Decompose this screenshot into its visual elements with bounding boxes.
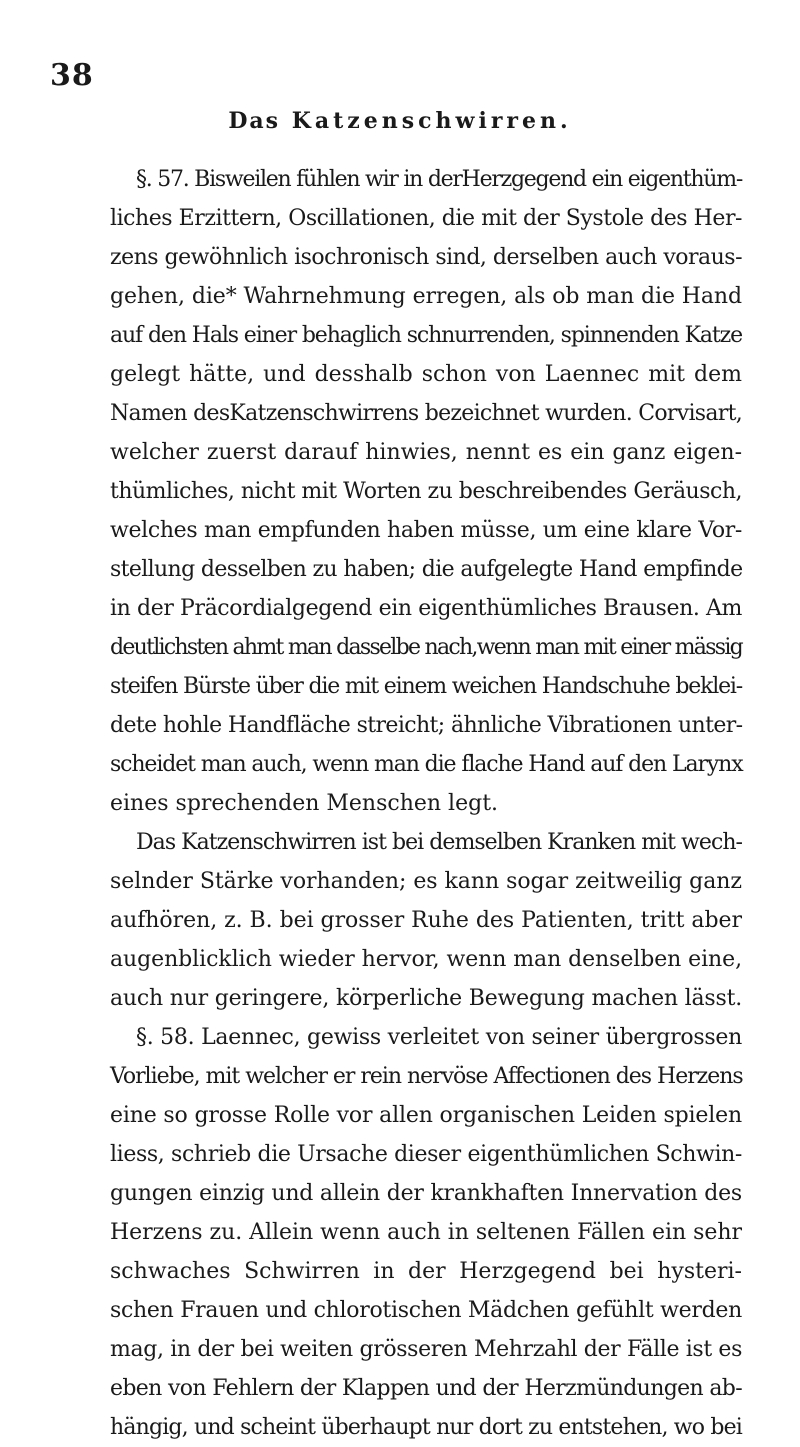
text-line: §. 57. Bisweilen fühlen wir in derHerzgegend ein eigenthüm- [136, 167, 742, 192]
text-line: Das Katzenschwirren ist bei demselben Kranken mit wech- [136, 830, 742, 855]
text-line: Namen desKatzenschwirrens bezeichnet wurden. Corvisart, [110, 401, 742, 426]
text-line: schen Frauen und chlorotischen Mädchen gefühlt werden [110, 1298, 742, 1323]
text-line: eine so grosse Rolle vor allen organischen Leiden spielen [110, 1103, 742, 1128]
text-line: schwaches Schwirren in der Herzgegend bei hysteri- [110, 1259, 742, 1284]
text-line: Herzens zu. Allein wenn auch in seltenen Fällen ein sehr [110, 1220, 742, 1245]
section-title-lead: Das [228, 108, 281, 134]
text-line: thümliches, nicht mit Worten zu beschreibendes Geräusch, [110, 479, 742, 504]
text-line: §. 58. Laennec, gewiss verleitet von seiner übergrossen [136, 1025, 742, 1050]
section-title-main: Katzenschwirren. [291, 108, 572, 134]
text-line: auch nur geringere, körperliche Bewegung machen lässt. [110, 986, 742, 1011]
text-line: augenblicklich wieder hervor, wenn man denselben eine, [110, 947, 742, 972]
text-line: liches Erzittern, Oscillationen, die mit der Systole des Her- [110, 206, 742, 231]
text-line: welches man empfunden haben müsse, um eine klare Vor- [110, 518, 743, 543]
text-line: hängig, und scheint überhaupt nur dort zu entstehen, wo bei [110, 1415, 742, 1440]
text-line: welcher zuerst darauf hinwies, nennt es ein ganz eigen- [110, 440, 742, 465]
text-line: gehen, die* Wahrnehmung erregen, als ob man die Hand [110, 284, 743, 309]
text-line: steifen Bürste über die mit einem weichen Handschuhe beklei- [110, 674, 742, 699]
text-line: aufhören, z. B. bei grosser Ruhe des Patienten, tritt aber [110, 908, 742, 933]
text-line: mag, in der bei weiten grösseren Mehrzahl der Fälle ist es [110, 1337, 742, 1362]
text-line: stellung desselben zu haben; die aufgelegte Hand empfinde [110, 557, 743, 582]
text-line: gungen einzig und allein der krankhaften Innervation des [110, 1181, 742, 1206]
body-text [110, 160, 742, 1447]
text-line: dete hohle Handfläche streicht; ähnliche Vibrationen unter- [110, 713, 743, 738]
text-line: eines sprechenden Menschen legt. [110, 791, 499, 816]
text-line: liess, schrieb die Ursache dieser eigenthümlichen Schwin- [110, 1142, 742, 1167]
text-line: scheidet man auch, wenn man die flache Hand auf den Larynx [110, 752, 743, 777]
text-line: zens gewöhnlich isochronisch sind, derselben auch voraus- [110, 245, 742, 270]
section-title [0, 108, 800, 134]
text-line: selnder Stärke vorhanden; es kann sogar zeitweilig ganz [110, 869, 742, 894]
text-line: deutlichsten ahmt man dasselbe nach,wenn man mit einer mässig [110, 635, 742, 660]
text-line: gelegt hätte, und desshalb schon von Laennec mit dem [110, 362, 742, 387]
text-line: in der Präcordialgegend ein eigenthümliches Brausen. Am [110, 596, 742, 621]
text-line: auf den Hals einer behaglich schnurrenden, spinnenden Katze [110, 323, 742, 348]
text-line: eben von Fehlern der Klappen und der Herzmündungen ab- [110, 1376, 742, 1401]
text-line: Vorliebe, mit welcher er rein nervöse Affectionen des Herzens [110, 1064, 743, 1089]
page-number: 38 [50, 58, 94, 93]
